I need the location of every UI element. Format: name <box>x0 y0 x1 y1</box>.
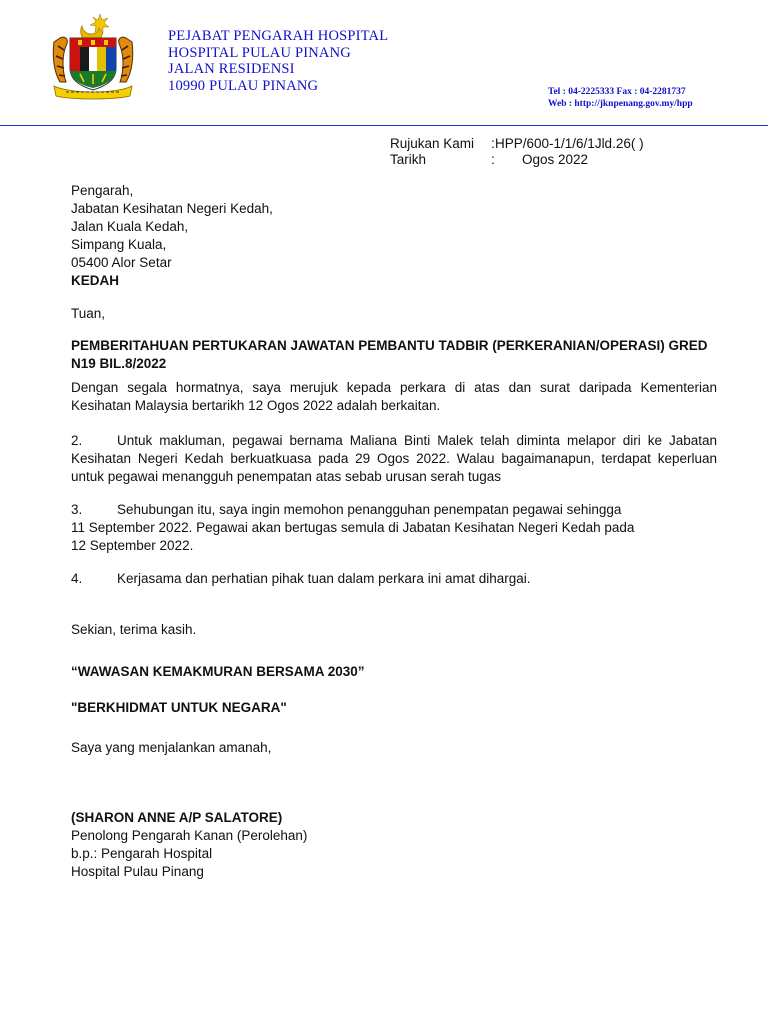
letterhead-organization <box>168 28 388 94</box>
paragraph-text: 12 September 2022. <box>71 538 194 553</box>
date-value: Ogos 2022 <box>522 152 589 167</box>
ref-label: Rujukan Kami <box>390 136 475 151</box>
trust-line: Saya yang menjalankan amanah, <box>71 740 272 755</box>
slogan-berkhidmat: "BERKHIDMAT UNTUK NEGARA" <box>71 700 287 715</box>
signature-block <box>71 809 717 881</box>
address-line: Pengarah, <box>71 183 134 198</box>
paragraph-1: Dengan segala hormatnya, saya merujuk kepada perkara di atas dan surat daripada Kementerian Kesihatan Malaysia bertarikh 12 Ogos 2022 adalah berkaitan. <box>71 380 717 413</box>
paragraph-text: Sehubungan itu, saya ingin memohon penangguhan penempatan pegawai sehingga <box>117 502 622 517</box>
colon: : <box>491 136 495 151</box>
header-divider <box>0 125 768 126</box>
org-line: PEJABAT PENGARAH HOSPITAL <box>168 28 389 44</box>
salutation: Tuan, <box>71 306 106 321</box>
signatory-hospital: Hospital Pulau Pinang <box>71 864 204 879</box>
paragraph-number: 4. <box>71 571 83 586</box>
address-line: Simpang Kuala, <box>71 237 167 252</box>
org-line: JALAN RESIDENSI <box>168 61 295 77</box>
date-label: Tarikh <box>390 152 427 167</box>
recipient-address <box>71 182 717 290</box>
ref-value: HPP/600-1/1/6/1Jld.26( ) <box>495 136 644 151</box>
signatory-name: (SHARON ANNE A/P SALATORE) <box>71 810 283 825</box>
letterhead-contact <box>548 86 693 110</box>
paragraph-number: 3. <box>71 502 83 517</box>
org-line: HOSPITAL PULAU PINANG <box>168 44 351 61</box>
closing-line: Sekian, terima kasih. <box>71 622 197 637</box>
colon: : <box>491 152 495 167</box>
org-line: 10990 PULAU PINANG <box>168 77 319 94</box>
address-line: Jabatan Kesihatan Negeri Kedah, <box>71 201 273 216</box>
paragraph-number: 2. <box>71 433 83 448</box>
paragraph-2 <box>71 432 717 486</box>
address-line: 05400 Alor Setar <box>71 255 172 270</box>
paragraph-4 <box>71 570 717 588</box>
subject-heading: PEMBERITAHUAN PERTUKARAN JAWATAN PEMBANTU TADBIR (PERKERANIAN/OPERASI) GRED N19 BIL.8/2022 <box>71 338 708 371</box>
website: Web : http://jknpenang.gov.my/hpp <box>548 99 693 109</box>
signatory-title: Penolong Pengarah Kanan (Perolehan) <box>71 828 308 843</box>
paragraph-text: 11 September 2022. Pegawai akan bertugas semula di Jabatan Kesihatan Negeri Kedah pada <box>71 520 635 535</box>
paragraph-3 <box>71 501 717 555</box>
on-behalf-of: b.p.: Pengarah Hospital <box>71 846 213 861</box>
phone-fax: Tel : 04-2225333 Fax : 04-2281737 <box>548 87 686 97</box>
malaysia-coat-of-arms-icon <box>50 12 136 100</box>
address-state: KEDAH <box>71 273 120 288</box>
slogan-wawasan: “WAWASAN KEMAKMURAN BERSAMA 2030” <box>71 664 365 679</box>
paragraph-text: Kerjasama dan perhatian pihak tuan dalam perkara ini amat dihargai. <box>117 571 531 586</box>
paragraph-text: Untuk makluman, pegawai bernama Maliana Binti Malek telah diminta melapor diri ke Jabatan Kesihatan Negeri Kedah berkuatkuasa pada 29 Ogos 2022. Walau bagaimanapun, terdapat keperluan untuk pegawai menangguh penempatan atas sebab urusan serah tugas <box>71 433 717 484</box>
address-line: Jalan Kuala Kedah, <box>71 219 189 234</box>
